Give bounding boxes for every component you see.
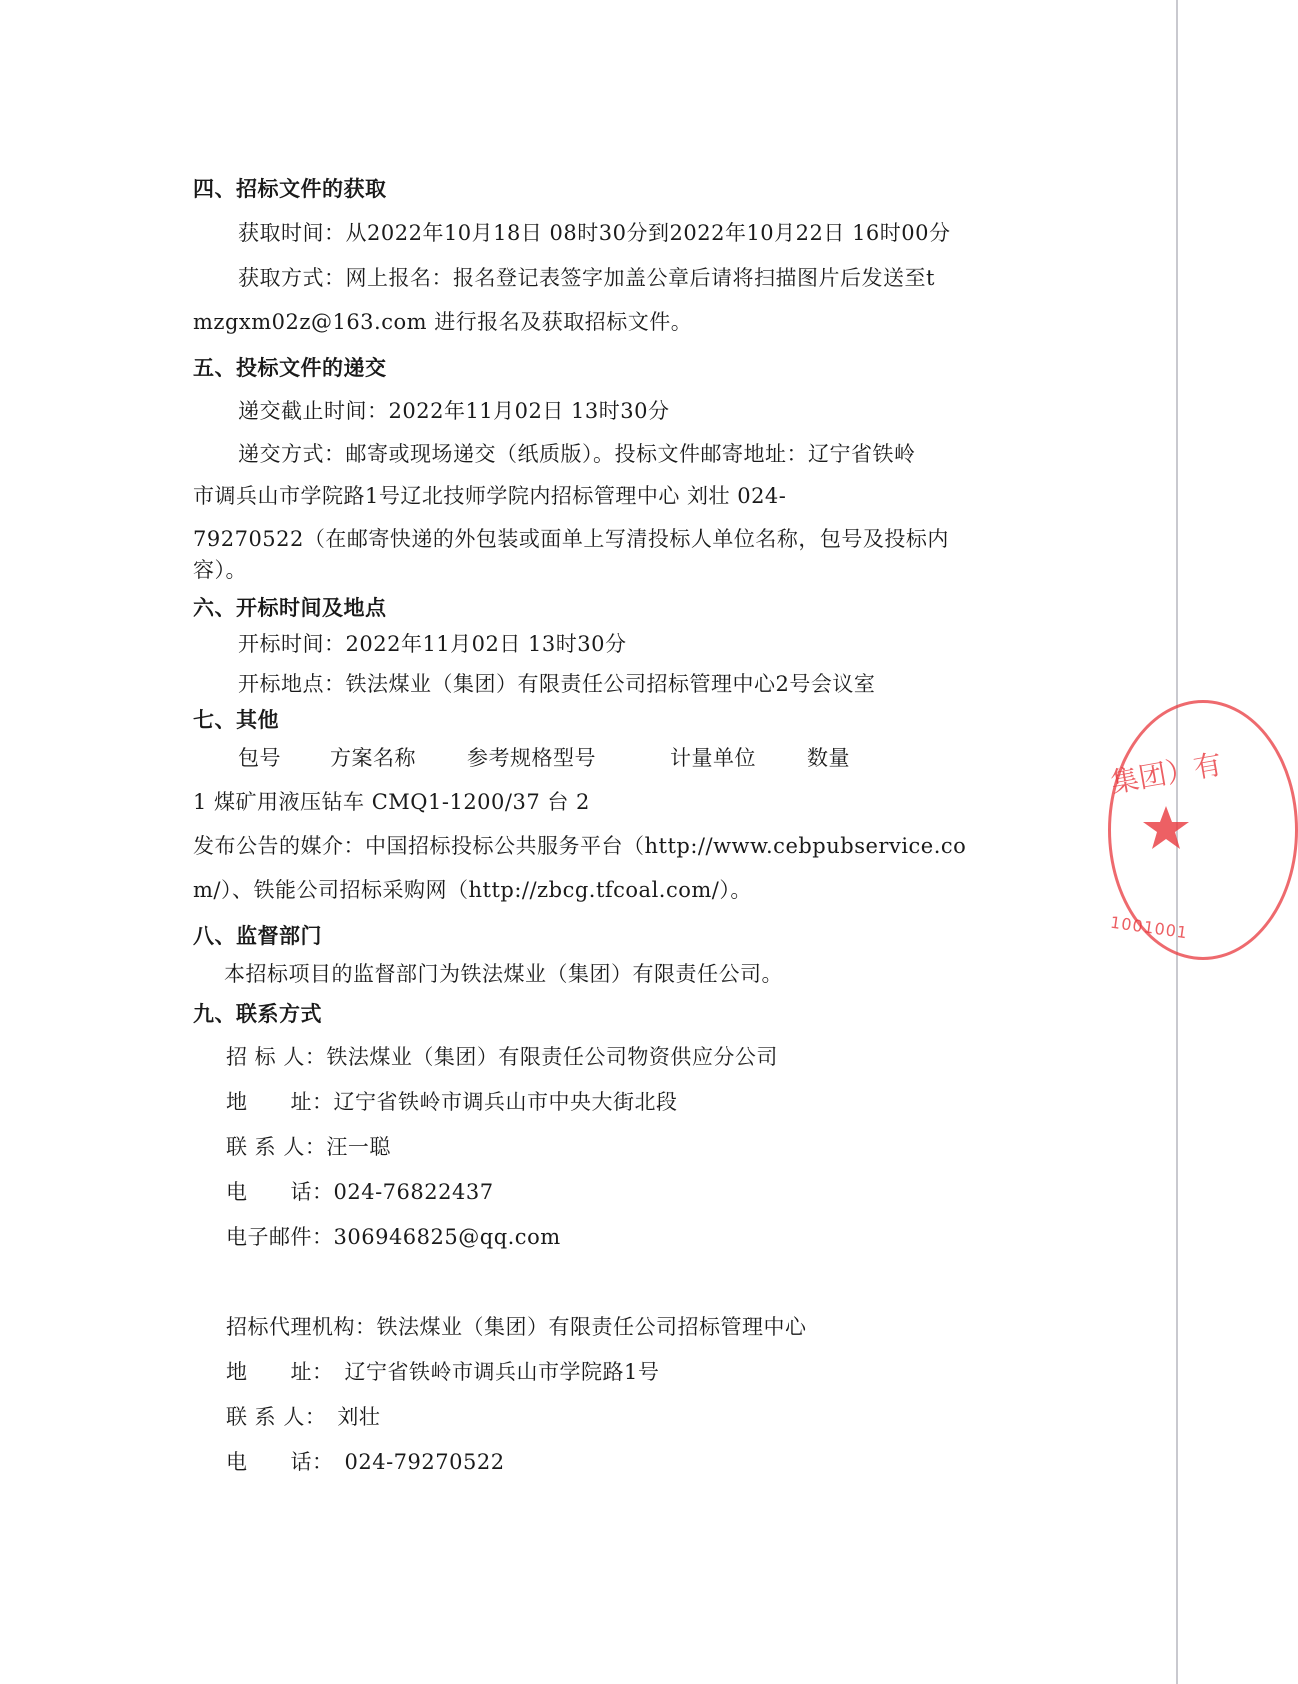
tenderer-email: 电子邮件：306946825@qq.com (226, 1225, 561, 1249)
acquire-method-cont: mzgxm02z@163.com 进行报名及获取招标文件。 (193, 310, 693, 334)
submit-method-cont2: 79270522（在邮寄快递的外包装或面单上写清投标人单位名称，包号及投标内 (193, 527, 949, 551)
acquire-time: 获取时间：从2022年10月18日 08时30分到2022年10月22日 16时00分 (238, 221, 951, 245)
opening-time: 开标时间：2022年11月02日 13时30分 (238, 632, 627, 656)
table-header-qty: 数量 (807, 746, 850, 770)
table-header-unit: 计量单位 (670, 746, 756, 770)
submit-method: 递交方式：邮寄或现场递交（纸质版）。投标文件邮寄地址：辽宁省铁岭 (238, 442, 916, 466)
seal-text-top: 集团）有 (1108, 747, 1225, 800)
submit-deadline: 递交截止时间：2022年11月02日 13时30分 (238, 399, 670, 423)
agency-phone: 电 话： 024-79270522 (226, 1450, 505, 1474)
seal-star-icon (1142, 804, 1190, 852)
table-header-spec: 参考规格型号 (467, 746, 596, 770)
media-line-cont: m/）、铁能公司招标采购网（http://zbcg.tfcoal.com/）。 (193, 878, 752, 902)
agency-name: 招标代理机构：铁法煤业（集团）有限责任公司招标管理中心 (226, 1315, 807, 1339)
opening-place: 开标地点：铁法煤业（集团）有限责任公司招标管理中心2号会议室 (238, 672, 876, 696)
tenderer-address: 地 址：辽宁省铁岭市调兵山市中央大街北段 (226, 1090, 678, 1114)
table-header-package: 包号 (238, 746, 281, 770)
section-8-heading: 八、监督部门 (193, 924, 322, 948)
seal-text-bottom: 1001001 (1109, 912, 1190, 943)
acquire-method: 获取方式：网上报名：报名登记表签字加盖公章后请将扫描图片后发送至t (238, 266, 935, 290)
submit-method-cont3: 容）。 (193, 558, 247, 582)
media-line: 发布公告的媒介：中国招标投标公共服务平台（http://www.cebpubservice.co (193, 834, 967, 858)
tenderer-phone: 电 话：024-76822437 (226, 1180, 494, 1204)
section-6-heading: 六、开标时间及地点 (193, 596, 387, 620)
tenderer-name: 招 标 人：铁法煤业（集团）有限责任公司物资供应分公司 (226, 1045, 778, 1069)
agency-address: 地 址： 辽宁省铁岭市调兵山市学院路1号 (226, 1360, 660, 1384)
section-5-heading: 五、投标文件的递交 (193, 356, 387, 380)
section-4-heading: 四、招标文件的获取 (193, 177, 387, 201)
tenderer-contact: 联 系 人：汪一聪 (226, 1135, 391, 1159)
supervision-text: 本招标项目的监督部门为铁法煤业（集团）有限责任公司。 (224, 962, 783, 986)
agency-contact: 联 系 人： 刘壮 (226, 1405, 381, 1429)
table-header-plan-name: 方案名称 (330, 746, 416, 770)
section-7-heading: 七、其他 (193, 708, 279, 732)
section-9-heading: 九、联系方式 (193, 1002, 322, 1026)
submit-method-cont1: 市调兵山市学院路1号辽北技师学院内招标管理中心 刘壮 024- (193, 484, 787, 508)
table-row: 1 煤矿用液压钻车 CMQ1-1200/37 台 2 (193, 790, 590, 814)
